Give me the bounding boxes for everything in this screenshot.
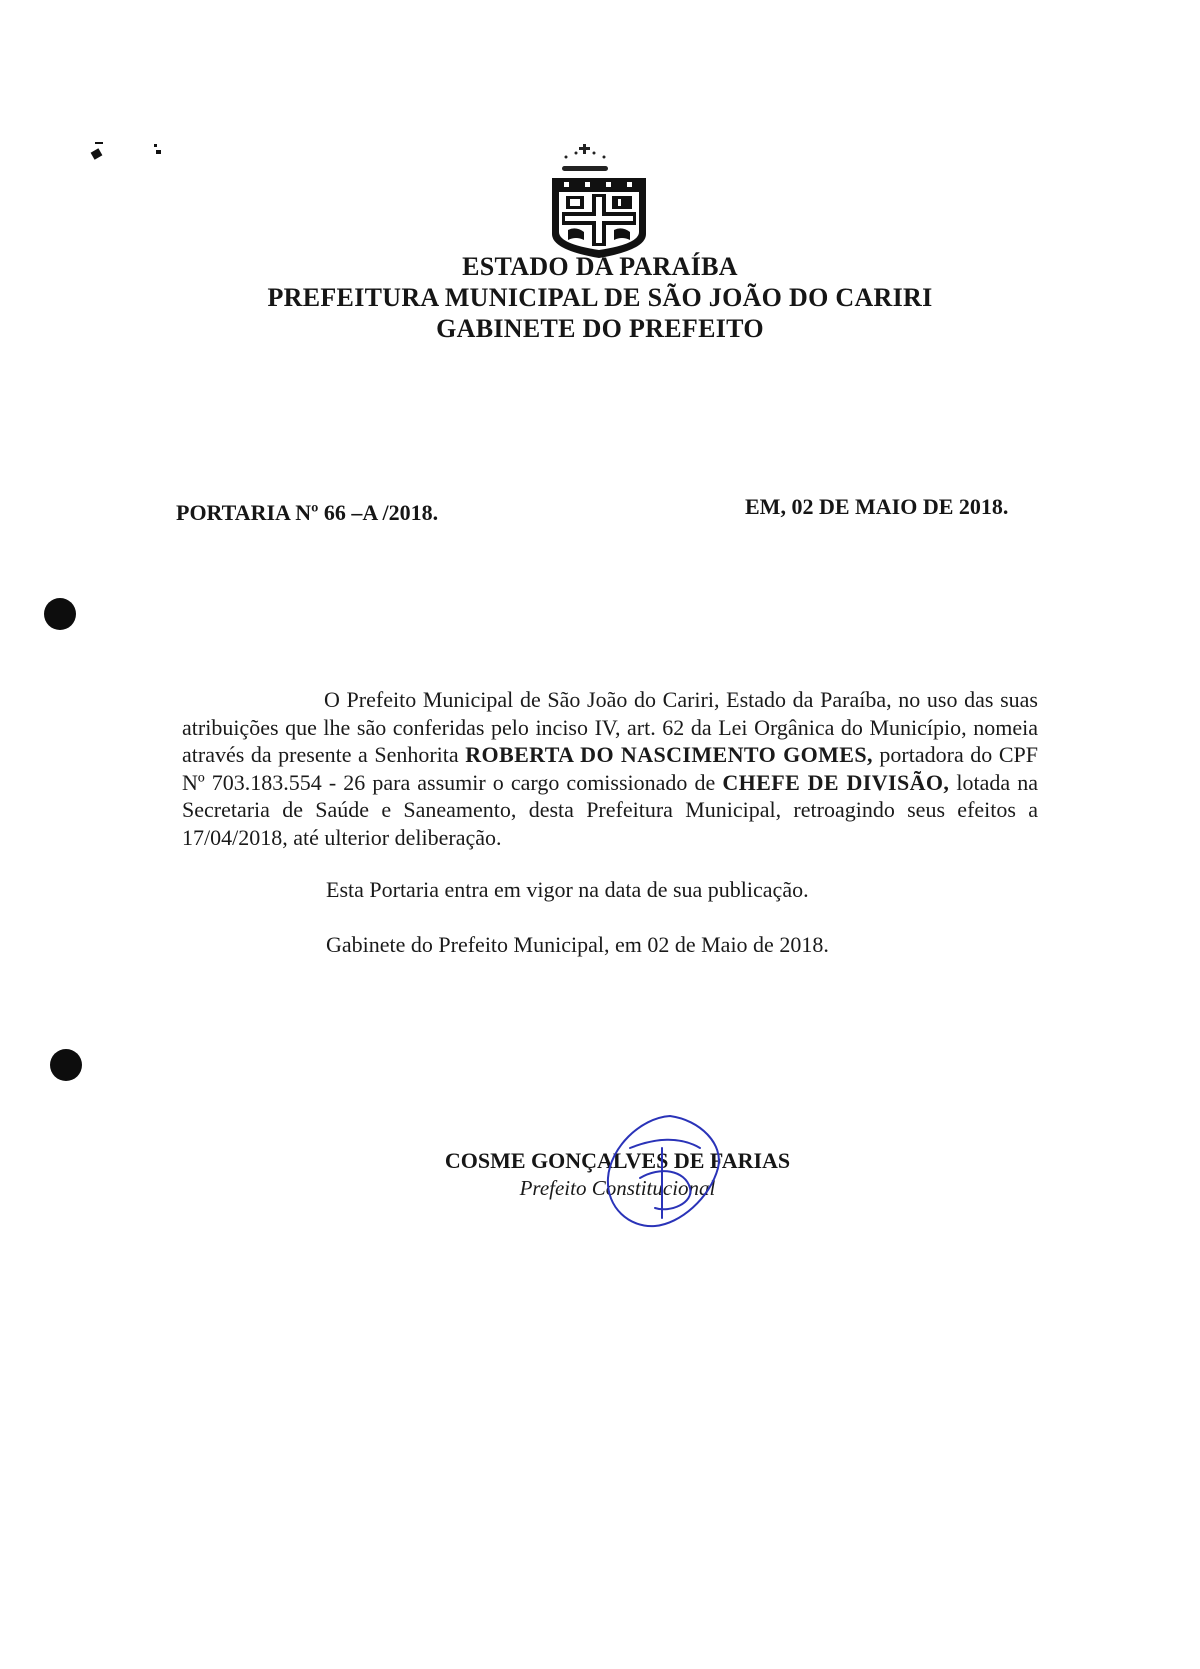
hole-punch: [44, 598, 76, 630]
nomination-paragraph: [182, 686, 1038, 851]
portaria-number: PORTARIA Nº 66 –A /2018.: [176, 500, 439, 525]
header-office: GABINETE DO PREFEITO: [436, 314, 764, 343]
handwritten-signature: [600, 1108, 730, 1238]
signatory-name: COSME GONÇALVES DE FARIAS: [444, 1148, 791, 1173]
closing-place-date: Gabinete do Prefeito Municipal, em 02 de Maio de 2018.: [326, 932, 829, 957]
paragraph-text: portadora do CPF Nº 703.183.554 - 26 para assumir o cargo comissionado de: [182, 742, 1038, 795]
portaria-date: EM, 02 DE MAIO DE 2018.: [745, 494, 1009, 519]
nominee-name: ROBERTA DO NASCIMENTO GOMES,: [465, 742, 873, 767]
signatory-title: Prefeito Constitucional: [519, 1176, 716, 1200]
effective-clause: Esta Portaria entra em vigor na data de sua publicação.: [326, 877, 809, 902]
position-title: CHEFE DE DIVISÃO,: [722, 769, 950, 795]
hole-punch: [50, 1049, 82, 1081]
header-state: ESTADO DA PARAÍBA: [462, 252, 738, 281]
paragraph-text: O Prefeito Municipal de São João do Cariri, Estado da Paraíba, no uso das suas atribuições que lhe são conferidas pelo inciso IV, art. 62 da Lei Orgânica do Município, nomeia através da presente a Senhorita: [182, 687, 1038, 767]
scan-speck: [91, 148, 103, 159]
paragraph-text: lotada na Secretaria de Saúde e Saneamento, desta Prefeitura Municipal, retroagindo seus efeitos a 17/04/2018, até ulterior deliberação.: [182, 769, 1038, 850]
municipal-coat-of-arms-icon: [548, 142, 650, 262]
scan-speck: [95, 142, 103, 144]
scan-speck: [156, 150, 161, 154]
header-municipality: PREFEITURA MUNICIPAL DE SÃO JOÃO DO CARIRI: [267, 283, 933, 312]
scan-speck: [154, 144, 157, 147]
